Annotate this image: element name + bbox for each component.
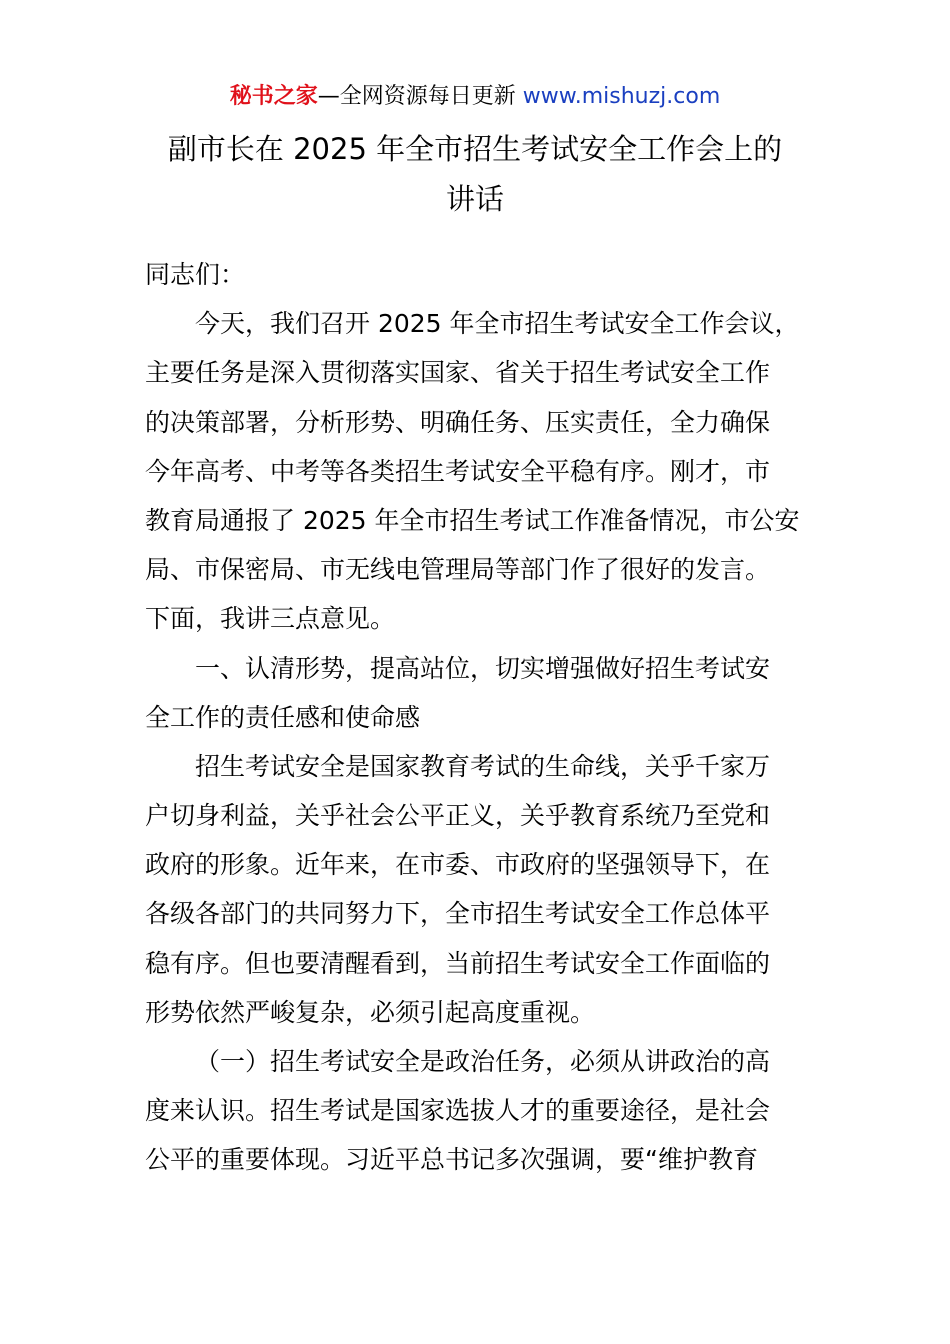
body-line: 招生考试安全是国家教育考试的生命线，关乎千家万 bbox=[195, 751, 771, 781]
brand-name: 秘书之家 bbox=[229, 84, 318, 109]
salutation: 同志们： bbox=[145, 260, 246, 289]
title-line-2: 讲话 bbox=[445, 182, 504, 216]
body-line: 度来认识。招生考试是国家选拔人才的重要途径，是社会 bbox=[145, 1096, 771, 1126]
body-line: 今天，我们召开 2025 年全市招生考试安全工作会议， bbox=[195, 309, 800, 339]
body-line: 各级各部门的共同努力下，全市招生考试安全工作总体平 bbox=[145, 899, 771, 929]
body-line: 今年高考、中考等各类招生考试安全平稳有序。刚才，市 bbox=[145, 456, 771, 486]
body-line: 政府的形象。近年来，在市委、市政府的坚强领导下，在 bbox=[145, 850, 771, 880]
document-body bbox=[145, 250, 810, 1185]
section-heading-line: 全工作的责任感和使命感 bbox=[145, 702, 421, 732]
body-line: 教育局通报了 2025 年全市招生考试工作准备情况，市公安 bbox=[145, 505, 800, 535]
site-header bbox=[0, 80, 950, 114]
body-line: 户切身利益，关乎社会公平正义，关乎教育系统乃至党和 bbox=[145, 801, 771, 831]
body-line: （一）招生考试安全是政治任务，必须从讲政治的高 bbox=[195, 1047, 771, 1076]
body-line: 稳有序。但也要清醒看到，当前招生考试安全工作面临的 bbox=[145, 948, 771, 978]
body-line: 局、市保密局、市无线电管理局等部门作了很好的发言。 bbox=[145, 555, 771, 585]
title-line-1: 副市长在 2025 年全市招生考试安全工作会上的 bbox=[167, 132, 783, 166]
body-line: 形势依然严峻复杂，必须引起高度重视。 bbox=[145, 997, 596, 1027]
body-line: 公平的重要体现。习近平总书记多次强调，要“维护教育 bbox=[145, 1145, 758, 1175]
body-line: 的决策部署，分析形势、明确任务、压实责任，全力确保 bbox=[145, 407, 771, 437]
body-line: 下面，我讲三点意见。 bbox=[145, 604, 396, 634]
section-heading-line: 一、认清形势，提高站位，切实增强做好招生考试安 bbox=[195, 653, 771, 683]
body-line: 主要任务是深入贯彻落实国家、省关于招生考试安全工作 bbox=[145, 358, 771, 388]
site-url-link[interactable]: www.mishuzj.com bbox=[522, 84, 721, 109]
header-tagline: —全网资源每日更新 bbox=[317, 84, 523, 109]
document-title bbox=[120, 124, 830, 224]
